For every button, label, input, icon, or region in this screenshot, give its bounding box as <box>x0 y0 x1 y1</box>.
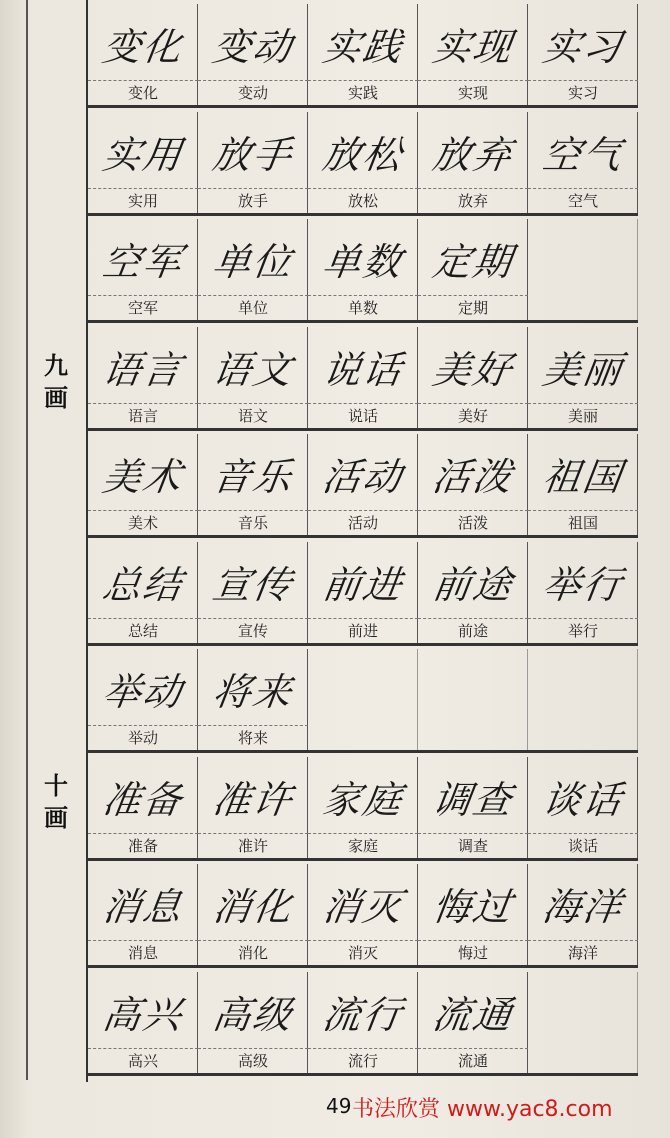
cell-divider <box>198 725 308 726</box>
printed-word: 前进 <box>347 621 378 640</box>
handwritten-word: 家庭 <box>319 777 407 822</box>
word-cell <box>198 757 308 858</box>
word-cell <box>528 864 638 965</box>
printed-word: 宣传 <box>237 621 268 640</box>
handwritten-word: 实践 <box>319 25 407 69</box>
word-cell <box>88 757 198 858</box>
handwritten-word: 说话 <box>319 347 407 392</box>
handwritten-word: 放弃 <box>429 132 517 177</box>
copybook-grid <box>86 0 638 1082</box>
empty-cell <box>308 649 418 750</box>
word-cell <box>88 649 198 750</box>
grid-row <box>88 542 638 646</box>
word-cell <box>418 434 528 535</box>
cell-divider <box>528 80 638 81</box>
word-cell <box>528 112 638 213</box>
handwritten-word: 实现 <box>429 25 517 69</box>
cell-divider <box>528 833 638 834</box>
cell-divider <box>308 618 418 619</box>
handwritten-word: 消息 <box>99 885 187 929</box>
handwritten-word <box>414 661 533 723</box>
cell-divider <box>308 833 418 834</box>
handwritten-word: 活动 <box>319 455 407 499</box>
cell-divider <box>528 940 638 941</box>
word-cell <box>198 864 308 965</box>
handwritten-word: 举动 <box>99 670 187 714</box>
printed-word: 消灭 <box>347 944 378 962</box>
cell-divider <box>418 80 528 81</box>
handwritten-word <box>524 984 643 1046</box>
cell-divider <box>418 188 528 189</box>
handwritten-word: 美丽 <box>539 347 627 392</box>
printed-word: 美好 <box>457 406 488 425</box>
cell-divider <box>308 403 418 404</box>
cell-divider <box>88 295 198 296</box>
printed-word: 单数 <box>347 299 378 317</box>
handwritten-word <box>524 231 643 293</box>
cell-divider <box>418 1048 528 1049</box>
word-cell <box>88 4 198 105</box>
printed-word <box>528 297 638 319</box>
printed-word: 放松 <box>347 191 378 210</box>
word-cell <box>308 219 418 320</box>
handwritten-word: 美好 <box>429 347 517 392</box>
printed-word: 调查 <box>457 836 488 855</box>
word-cell <box>88 112 198 213</box>
word-cell <box>198 327 308 428</box>
word-cell <box>88 327 198 428</box>
handwritten-word <box>304 661 423 723</box>
word-cell <box>528 327 638 428</box>
word-cell <box>198 542 308 643</box>
cell-divider <box>198 188 308 189</box>
printed-word: 举行 <box>567 621 598 640</box>
grid-row <box>88 112 638 216</box>
grid-row <box>88 4 638 108</box>
printed-word: 空气 <box>567 191 598 210</box>
cell-divider <box>198 618 308 619</box>
page-number: 49 <box>326 1094 352 1118</box>
word-cell <box>528 434 638 535</box>
word-cell <box>418 327 528 428</box>
printed-word: 活动 <box>347 514 378 532</box>
printed-word: 谈话 <box>567 836 598 855</box>
word-cell <box>308 864 418 965</box>
word-cell <box>418 542 528 643</box>
grid-row <box>88 434 638 538</box>
handwritten-word: 变化 <box>99 25 187 69</box>
cell-divider <box>308 510 418 511</box>
cell-divider <box>198 833 308 834</box>
handwritten-word: 变动 <box>209 25 297 69</box>
word-cell <box>308 757 418 858</box>
cell-divider <box>308 188 418 189</box>
printed-word: 准备 <box>127 836 158 855</box>
handwritten-word: 放松 <box>319 132 407 177</box>
cell-divider <box>198 1048 308 1049</box>
word-cell <box>418 757 528 858</box>
handwritten-word: 祖国 <box>539 455 627 499</box>
printed-word: 高兴 <box>127 1051 158 1070</box>
cell-divider <box>308 1048 418 1049</box>
printed-word: 活泼 <box>457 514 488 532</box>
handwritten-word: 消化 <box>209 885 297 929</box>
cell-divider <box>418 940 528 941</box>
handwritten-word: 准许 <box>209 777 297 822</box>
site-watermark: 书法欣赏 www.yac8.com <box>352 1097 613 1122</box>
handwritten-word: 海洋 <box>539 885 627 929</box>
printed-word: 实用 <box>127 191 158 210</box>
word-cell <box>528 4 638 105</box>
word-cell <box>418 864 528 965</box>
section-label-nine-strokes: 九 画 <box>44 352 68 412</box>
cell-divider <box>528 188 638 189</box>
cell-divider <box>88 833 198 834</box>
handwritten-word: 定期 <box>429 240 517 284</box>
printed-word: 流通 <box>457 1051 488 1070</box>
empty-cell <box>528 649 638 750</box>
cell-divider <box>198 80 308 81</box>
handwritten-word: 将来 <box>209 670 297 714</box>
empty-cell <box>528 219 638 320</box>
cell-divider <box>418 618 528 619</box>
cell-divider <box>88 1048 198 1049</box>
word-cell <box>198 649 308 750</box>
word-cell <box>308 4 418 105</box>
handwritten-word: 放手 <box>209 132 297 177</box>
word-cell <box>198 4 308 105</box>
word-cell <box>198 972 308 1073</box>
printed-word: 海洋 <box>567 944 598 962</box>
word-cell <box>418 219 528 320</box>
printed-word: 语文 <box>237 406 268 425</box>
cell-divider <box>418 510 528 511</box>
printed-word: 美丽 <box>567 406 598 425</box>
printed-word: 高级 <box>237 1051 268 1070</box>
handwritten-word: 流通 <box>429 992 517 1037</box>
printed-word: 准许 <box>237 836 268 855</box>
cell-divider <box>418 403 528 404</box>
cell-divider <box>198 510 308 511</box>
printed-word: 语言 <box>127 406 158 425</box>
printed-word <box>418 727 528 749</box>
printed-word <box>528 727 638 749</box>
printed-word: 放弃 <box>457 191 488 210</box>
printed-word: 空军 <box>127 299 158 317</box>
word-cell <box>528 757 638 858</box>
printed-word <box>528 1050 638 1072</box>
empty-cell <box>528 972 638 1073</box>
printed-word: 定期 <box>457 299 488 317</box>
handwritten-word: 悔过 <box>429 885 517 929</box>
grid-row <box>88 219 638 323</box>
printed-word: 消化 <box>237 944 268 962</box>
cell-divider <box>418 295 528 296</box>
word-cell <box>198 434 308 535</box>
printed-word: 变化 <box>127 84 158 102</box>
cell-divider <box>88 188 198 189</box>
section-label-ten-strokes: 十 画 <box>44 772 68 832</box>
handwritten-word: 语文 <box>209 347 297 392</box>
word-cell <box>308 542 418 643</box>
printed-word: 流行 <box>347 1051 378 1070</box>
handwritten-word: 前进 <box>319 562 407 607</box>
handwritten-word: 单位 <box>209 240 297 284</box>
handwritten-word <box>524 661 643 723</box>
handwritten-word: 举行 <box>539 562 627 607</box>
handwritten-word: 实习 <box>539 25 627 69</box>
printed-word: 音乐 <box>237 514 268 532</box>
grid-row <box>88 757 638 861</box>
cell-divider <box>418 833 528 834</box>
printed-word: 实践 <box>347 84 378 102</box>
cell-divider <box>198 295 308 296</box>
handwritten-word: 宣传 <box>209 562 297 607</box>
printed-word: 实现 <box>457 84 488 102</box>
handwritten-word: 单数 <box>319 240 407 284</box>
cell-divider <box>88 510 198 511</box>
printed-word: 单位 <box>237 299 268 317</box>
section-column <box>28 0 86 1080</box>
word-cell <box>198 112 308 213</box>
printed-word: 说话 <box>347 406 378 425</box>
grid-row <box>88 972 638 1076</box>
word-cell <box>418 972 528 1073</box>
cell-divider <box>88 618 198 619</box>
handwritten-word: 流行 <box>319 992 407 1037</box>
cell-divider <box>88 403 198 404</box>
empty-cell <box>418 649 528 750</box>
word-cell <box>198 219 308 320</box>
word-cell <box>528 542 638 643</box>
word-cell <box>418 4 528 105</box>
printed-word: 总结 <box>127 621 158 640</box>
handwritten-word: 总结 <box>99 562 187 607</box>
handwritten-word: 活泼 <box>429 455 517 499</box>
word-cell <box>88 864 198 965</box>
cell-divider <box>528 510 638 511</box>
cell-divider <box>308 80 418 81</box>
handwritten-word: 实用 <box>99 132 187 177</box>
word-cell <box>88 972 198 1073</box>
cell-divider <box>198 403 308 404</box>
grid-row <box>88 327 638 431</box>
printed-word: 美术 <box>127 514 158 532</box>
printed-word: 变动 <box>237 84 268 102</box>
word-cell <box>88 542 198 643</box>
word-cell <box>88 434 198 535</box>
printed-word: 悔过 <box>457 944 488 962</box>
printed-word: 消息 <box>127 944 158 962</box>
handwritten-word: 消灭 <box>319 885 407 929</box>
cell-divider <box>308 295 418 296</box>
handwritten-word: 美术 <box>99 455 187 499</box>
cell-divider <box>198 940 308 941</box>
handwritten-word: 谈话 <box>539 777 627 822</box>
word-cell <box>418 112 528 213</box>
printed-word <box>308 727 418 749</box>
printed-word: 举动 <box>127 729 158 747</box>
cell-divider <box>88 725 198 726</box>
handwritten-word: 调查 <box>429 777 517 822</box>
printed-word: 实习 <box>567 84 598 102</box>
cell-divider <box>308 940 418 941</box>
printed-word: 将来 <box>237 729 268 747</box>
word-cell <box>308 972 418 1073</box>
cell-divider <box>88 940 198 941</box>
grid-row <box>88 864 638 968</box>
handwritten-word: 前途 <box>429 562 517 607</box>
cell-divider <box>528 403 638 404</box>
printed-word: 家庭 <box>347 836 378 855</box>
cell-divider <box>88 80 198 81</box>
handwritten-word: 高兴 <box>99 992 187 1037</box>
printed-word: 祖国 <box>567 514 598 532</box>
word-cell <box>308 112 418 213</box>
handwritten-word: 空气 <box>539 132 627 177</box>
grid-row <box>88 649 638 753</box>
word-cell <box>308 327 418 428</box>
word-cell <box>88 219 198 320</box>
handwritten-word: 音乐 <box>209 455 297 499</box>
handwritten-word: 语言 <box>99 347 187 392</box>
printed-word: 放手 <box>237 191 268 210</box>
handwritten-word: 准备 <box>99 777 187 822</box>
cell-divider <box>528 618 638 619</box>
word-cell <box>308 434 418 535</box>
handwritten-word: 高级 <box>209 992 297 1037</box>
printed-word: 前途 <box>457 621 488 640</box>
handwritten-word: 空军 <box>99 240 187 284</box>
